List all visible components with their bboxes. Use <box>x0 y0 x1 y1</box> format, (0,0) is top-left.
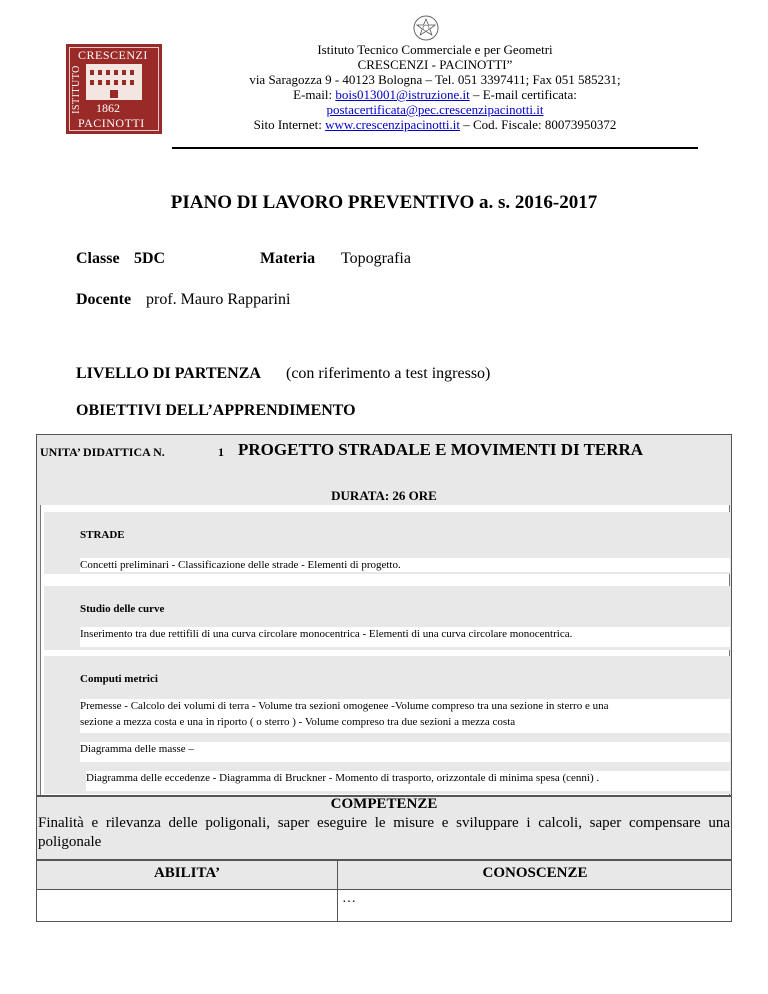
section-heading: STRADE <box>80 528 730 543</box>
unit-duration: DURATA: 26 ORE <box>331 488 437 503</box>
unit-number: 1 <box>218 445 224 459</box>
section-line: Diagramma delle masse – <box>80 742 730 762</box>
materia-label: Materia <box>260 250 316 267</box>
docente-value: prof. Mauro Rapparini <box>146 291 291 308</box>
classe-label: Classe <box>76 250 120 267</box>
page-title: PIANO DI LAVORO PREVENTIVO a. s. 2016-2017 <box>170 192 598 213</box>
section-line: Concetti preliminari - Classificazione delle strade - Elementi di progetto. <box>80 558 730 572</box>
header-divider <box>172 147 698 149</box>
obiettivi-heading: OBIETTIVI DELL’APPRENDIMENTO <box>76 402 356 419</box>
building-illustration <box>86 64 142 100</box>
section-line: Inserimento tra due rettifili di una curva circolare monocentrica - Elementi di una curva circolare monocentrica. <box>80 627 730 647</box>
fiscal-code: – Cod. Fiscale: 80073950372 <box>460 117 617 132</box>
logo-text-top: CRESCENZI <box>78 48 148 62</box>
section-heading: Studio delle curve <box>80 602 730 617</box>
livello-label: LIVELLO DI PARTENZA <box>76 365 261 382</box>
header-line-5 <box>150 102 720 117</box>
header-line-3: via Saragozza 9 - 40123 Bologna – Tel. 051 3397411; Fax 051 585231; <box>249 72 621 87</box>
school-logo <box>66 44 172 134</box>
materia-value: Topografia <box>341 250 411 267</box>
pec-link[interactable]: postacertificata@pec.crescenzipacinotti.it <box>326 102 544 117</box>
unit-label: UNITA’ DIDATTICA N. <box>40 445 165 459</box>
email-label: E-mail: <box>293 87 336 102</box>
classe-value: 5DC <box>134 250 166 267</box>
competenze-heading: COMPETENZE <box>330 796 438 812</box>
abilita-conoscenze-table <box>36 860 732 922</box>
site-link[interactable]: www.crescenzipacinotti.it <box>325 117 461 132</box>
section-line: sezione a mezza costa e una in riporto ( o sterro ) - Volume compreso tra due sezioni a mezza costa <box>80 715 730 733</box>
section-heading: Computi metrici <box>80 672 730 687</box>
conoscenze-cell: … <box>342 891 356 906</box>
header-line-6 <box>150 117 720 132</box>
logo-year: 1862 <box>96 101 120 115</box>
logo-text-bottom: PACINOTTI <box>78 116 145 130</box>
docente-label: Docente <box>76 291 132 308</box>
section-line: Premesse - Calcolo dei volumi di terra - Volume tra sezioni omogenee -Volume compreso tra una sezione in sterro e una <box>80 699 730 715</box>
republic-emblem-icon <box>412 12 440 44</box>
header-line-1: Istituto Tecnico Commerciale e per Geometri <box>317 42 553 57</box>
abilita-header: ABILITA’ <box>153 865 221 881</box>
section-line: Diagramma delle eccedenze - Diagramma di Bruckner - Momento di trasporto, orizzontale di minima spesa (cenni) . <box>86 771 730 791</box>
conoscenze-header: CONOSCENZE <box>482 865 588 881</box>
email-link[interactable]: bois013001@istruzione.it <box>335 87 470 102</box>
logo-text-right: BOLOGNA <box>160 63 172 116</box>
logo-text-left: ISTITUTO <box>70 65 82 114</box>
pec-label: – E-mail certificata: <box>469 87 577 102</box>
header-line-4 <box>150 87 720 102</box>
unit-title: PROGETTO STRADALE E MOVIMENTI DI TERRA <box>238 440 644 459</box>
competenze-text: Finalità e rilevanza delle poligonali, saper eseguire le misure e sviluppare i calcoli, saper compensare una poligonale <box>38 815 730 850</box>
header-line-2: CRESCENZI - PACINOTTI” <box>357 57 513 72</box>
site-label: Sito Internet: <box>253 117 326 132</box>
livello-note: (con riferimento a test ingresso) <box>286 365 491 382</box>
